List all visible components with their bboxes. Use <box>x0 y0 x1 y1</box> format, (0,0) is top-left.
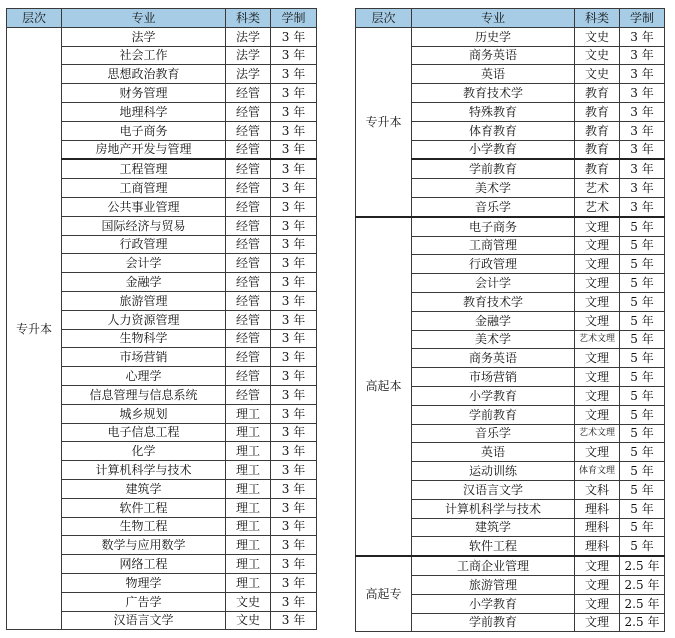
category-cell: 经管 <box>226 291 271 310</box>
duration-cell: 3 年 <box>271 461 317 480</box>
left-table-body <box>7 27 317 630</box>
category-cell: 文理 <box>575 443 620 462</box>
category-cell: 文理 <box>575 274 620 293</box>
major-cell: 英语 <box>412 65 575 84</box>
major-cell: 教育技术学 <box>412 292 575 311</box>
duration-cell: 3 年 <box>620 65 665 84</box>
major-cell: 电子信息工程 <box>62 423 226 442</box>
major-cell: 特殊教育 <box>412 102 575 121</box>
duration-cell: 3 年 <box>271 310 317 329</box>
category-cell: 文理 <box>575 386 620 405</box>
duration-cell: 5 年 <box>620 462 665 481</box>
header-category: 科类 <box>226 9 271 28</box>
duration-cell: 3 年 <box>271 254 317 273</box>
category-cell: 理工 <box>226 517 271 536</box>
duration-cell: 2.5 年 <box>620 575 665 594</box>
category-cell: 文理 <box>575 405 620 424</box>
duration-cell: 3 年 <box>271 273 317 292</box>
header-row <box>356 9 665 28</box>
category-cell: 文理 <box>575 368 620 387</box>
major-cell: 社会工作 <box>62 46 226 65</box>
duration-cell: 5 年 <box>620 274 665 293</box>
major-cell: 汉语言文学 <box>62 611 226 630</box>
category-cell: 经管 <box>226 235 271 254</box>
major-cell: 广告学 <box>62 592 226 611</box>
duration-cell: 3 年 <box>271 329 317 348</box>
header-category: 科类 <box>575 9 620 28</box>
level-cell: 专升本 <box>356 27 412 216</box>
duration-cell: 5 年 <box>620 518 665 537</box>
major-cell: 网络工程 <box>62 555 226 574</box>
major-cell: 软件工程 <box>412 537 575 556</box>
category-cell: 经管 <box>226 102 271 121</box>
duration-cell: 5 年 <box>620 217 665 236</box>
header-major: 专业 <box>62 9 226 28</box>
major-cell: 市场营销 <box>412 368 575 387</box>
header-level: 层次 <box>356 9 412 28</box>
category-cell: 理工 <box>226 404 271 423</box>
duration-cell: 3 年 <box>620 102 665 121</box>
major-cell: 历史学 <box>412 27 575 46</box>
duration-cell: 3 年 <box>271 404 317 423</box>
table-row <box>356 217 665 236</box>
duration-cell: 3 年 <box>271 442 317 461</box>
major-cell: 化学 <box>62 442 226 461</box>
duration-cell: 3 年 <box>271 423 317 442</box>
category-cell: 经管 <box>226 159 271 178</box>
duration-cell: 5 年 <box>620 537 665 556</box>
category-cell: 文理 <box>575 575 620 594</box>
major-cell: 旅游管理 <box>412 575 575 594</box>
category-cell: 文理 <box>575 255 620 274</box>
duration-cell: 5 年 <box>620 330 665 349</box>
category-cell: 经管 <box>226 121 271 140</box>
major-cell: 旅游管理 <box>62 291 226 310</box>
major-cell: 学前教育 <box>412 405 575 424</box>
duration-cell: 5 年 <box>620 386 665 405</box>
duration-cell: 2.5 年 <box>620 556 665 575</box>
category-cell: 理工 <box>226 498 271 517</box>
category-cell: 教育 <box>575 84 620 103</box>
major-cell: 公共事业管理 <box>62 197 226 216</box>
duration-cell: 5 年 <box>620 405 665 424</box>
table-row <box>356 556 665 575</box>
major-cell: 工商管理 <box>412 236 575 255</box>
category-cell: 法学 <box>226 65 271 84</box>
duration-cell: 5 年 <box>620 311 665 330</box>
major-cell: 国际经济与贸易 <box>62 216 226 235</box>
category-cell: 文史 <box>575 46 620 65</box>
table-row <box>356 27 665 46</box>
category-cell: 体育文理 <box>575 462 620 481</box>
level-cell: 专升本 <box>7 27 62 630</box>
major-cell: 电子商务 <box>62 121 226 140</box>
category-cell: 法学 <box>226 46 271 65</box>
major-cell: 商务英语 <box>412 349 575 368</box>
header-major: 专业 <box>412 9 575 28</box>
duration-cell: 3 年 <box>271 102 317 121</box>
duration-cell: 3 年 <box>271 573 317 592</box>
major-cell: 建筑学 <box>412 518 575 537</box>
header-row <box>7 9 317 28</box>
major-cell: 数学与应用数学 <box>62 536 226 555</box>
duration-cell: 3 年 <box>271 348 317 367</box>
duration-cell: 5 年 <box>620 236 665 255</box>
category-cell: 教育 <box>575 102 620 121</box>
major-cell: 电子商务 <box>412 217 575 236</box>
major-cell: 行政管理 <box>62 235 226 254</box>
category-cell: 文科 <box>575 480 620 499</box>
major-cell: 建筑学 <box>62 479 226 498</box>
category-cell: 经管 <box>226 179 271 198</box>
category-cell: 教育 <box>575 159 620 178</box>
category-cell: 经管 <box>226 216 271 235</box>
category-cell: 经管 <box>226 254 271 273</box>
duration-cell: 3 年 <box>271 46 317 65</box>
category-cell: 理工 <box>226 423 271 442</box>
duration-cell: 3 年 <box>271 517 317 536</box>
duration-cell: 2.5 年 <box>620 613 665 632</box>
category-cell: 理工 <box>226 573 271 592</box>
duration-cell: 3 年 <box>271 121 317 140</box>
header-duration: 学制 <box>620 9 665 28</box>
duration-cell: 3 年 <box>620 197 665 216</box>
category-cell: 法学 <box>226 27 271 46</box>
major-cell: 法学 <box>62 27 226 46</box>
duration-cell: 3 年 <box>271 385 317 404</box>
category-cell: 理工 <box>226 536 271 555</box>
category-cell: 经管 <box>226 197 271 216</box>
category-cell: 经管 <box>226 385 271 404</box>
duration-cell: 3 年 <box>620 140 665 159</box>
major-cell: 金融学 <box>412 311 575 330</box>
major-cell: 物理学 <box>62 573 226 592</box>
duration-cell: 3 年 <box>620 84 665 103</box>
major-cell: 生物工程 <box>62 517 226 536</box>
category-cell: 经管 <box>226 310 271 329</box>
major-cell: 运动训练 <box>412 462 575 481</box>
category-cell: 理工 <box>226 461 271 480</box>
duration-cell: 3 年 <box>271 611 317 630</box>
major-cell: 地理科学 <box>62 102 226 121</box>
duration-cell: 5 年 <box>620 480 665 499</box>
duration-cell: 3 年 <box>271 479 317 498</box>
category-cell: 文理 <box>575 311 620 330</box>
right-program-table <box>355 8 665 632</box>
category-cell: 教育 <box>575 140 620 159</box>
category-cell: 文理 <box>575 217 620 236</box>
duration-cell: 3 年 <box>271 159 317 178</box>
duration-cell: 5 年 <box>620 292 665 311</box>
major-cell: 财务管理 <box>62 84 226 103</box>
duration-cell: 3 年 <box>271 140 317 159</box>
category-cell: 文理 <box>575 613 620 632</box>
major-cell: 思想政治教育 <box>62 65 226 84</box>
category-cell: 艺术文理 <box>575 424 620 443</box>
major-cell: 工程管理 <box>62 159 226 178</box>
category-cell: 理科 <box>575 518 620 537</box>
category-cell: 文理 <box>575 556 620 575</box>
header-level: 层次 <box>7 9 62 28</box>
duration-cell: 3 年 <box>271 197 317 216</box>
major-cell: 计算机科学与技术 <box>62 461 226 480</box>
category-cell: 经管 <box>226 84 271 103</box>
major-cell: 心理学 <box>62 367 226 386</box>
duration-cell: 5 年 <box>620 443 665 462</box>
duration-cell: 5 年 <box>620 424 665 443</box>
duration-cell: 3 年 <box>271 291 317 310</box>
right-table-body <box>356 27 665 632</box>
major-cell: 工商管理 <box>62 179 226 198</box>
major-cell: 信息管理与信息系统 <box>62 385 226 404</box>
major-cell: 学前教育 <box>412 613 575 632</box>
duration-cell: 3 年 <box>620 46 665 65</box>
category-cell: 文史 <box>575 27 620 46</box>
category-cell: 理工 <box>226 479 271 498</box>
major-cell: 金融学 <box>62 273 226 292</box>
category-cell: 文史 <box>226 611 271 630</box>
major-cell: 计算机科学与技术 <box>412 499 575 518</box>
category-cell: 艺术文理 <box>575 330 620 349</box>
duration-cell: 3 年 <box>271 555 317 574</box>
major-cell: 生物科学 <box>62 329 226 348</box>
major-cell: 房地产开发与管理 <box>62 140 226 159</box>
major-cell: 美术学 <box>412 179 575 198</box>
duration-cell: 3 年 <box>620 159 665 178</box>
major-cell: 工商企业管理 <box>412 556 575 575</box>
duration-cell: 5 年 <box>620 255 665 274</box>
duration-cell: 3 年 <box>271 179 317 198</box>
duration-cell: 3 年 <box>271 27 317 46</box>
duration-cell: 3 年 <box>271 498 317 517</box>
major-cell: 音乐学 <box>412 424 575 443</box>
duration-cell: 5 年 <box>620 499 665 518</box>
left-program-table <box>6 8 317 630</box>
duration-cell: 3 年 <box>271 65 317 84</box>
duration-cell: 5 年 <box>620 349 665 368</box>
table-row <box>7 27 317 46</box>
major-cell: 英语 <box>412 443 575 462</box>
duration-cell: 3 年 <box>271 84 317 103</box>
major-cell: 学前教育 <box>412 159 575 178</box>
duration-cell: 3 年 <box>271 235 317 254</box>
category-cell: 经管 <box>226 348 271 367</box>
duration-cell: 3 年 <box>271 536 317 555</box>
category-cell: 理工 <box>226 442 271 461</box>
duration-cell: 3 年 <box>271 216 317 235</box>
major-cell: 小学教育 <box>412 140 575 159</box>
major-cell: 商务英语 <box>412 46 575 65</box>
major-cell: 音乐学 <box>412 197 575 216</box>
major-cell: 城乡规划 <box>62 404 226 423</box>
major-cell: 人力资源管理 <box>62 310 226 329</box>
major-cell: 美术学 <box>412 330 575 349</box>
category-cell: 艺术 <box>575 197 620 216</box>
duration-cell: 3 年 <box>271 367 317 386</box>
major-cell: 教育技术学 <box>412 84 575 103</box>
category-cell: 经管 <box>226 273 271 292</box>
category-cell: 文理 <box>575 292 620 311</box>
category-cell: 文理 <box>575 349 620 368</box>
level-cell: 高起专 <box>356 556 412 632</box>
category-cell: 理科 <box>575 537 620 556</box>
major-cell: 小学教育 <box>412 386 575 405</box>
major-cell: 行政管理 <box>412 255 575 274</box>
category-cell: 理科 <box>575 499 620 518</box>
duration-cell: 3 年 <box>620 27 665 46</box>
duration-cell: 3 年 <box>271 592 317 611</box>
category-cell: 经管 <box>226 329 271 348</box>
major-cell: 会计学 <box>62 254 226 273</box>
level-cell: 高起本 <box>356 217 412 556</box>
duration-cell: 3 年 <box>620 179 665 198</box>
category-cell: 经管 <box>226 367 271 386</box>
category-cell: 文理 <box>575 236 620 255</box>
category-cell: 文史 <box>226 592 271 611</box>
category-cell: 文理 <box>575 594 620 613</box>
category-cell: 艺术 <box>575 179 620 198</box>
major-cell: 软件工程 <box>62 498 226 517</box>
duration-cell: 3 年 <box>620 121 665 140</box>
category-cell: 理工 <box>226 555 271 574</box>
major-cell: 体育教育 <box>412 121 575 140</box>
major-cell: 市场营销 <box>62 348 226 367</box>
major-cell: 汉语言文学 <box>412 480 575 499</box>
duration-cell: 2.5 年 <box>620 594 665 613</box>
major-cell: 小学教育 <box>412 594 575 613</box>
category-cell: 教育 <box>575 121 620 140</box>
header-duration: 学制 <box>271 9 317 28</box>
major-cell: 会计学 <box>412 274 575 293</box>
category-cell: 经管 <box>226 140 271 159</box>
duration-cell: 5 年 <box>620 368 665 387</box>
category-cell: 文史 <box>575 65 620 84</box>
